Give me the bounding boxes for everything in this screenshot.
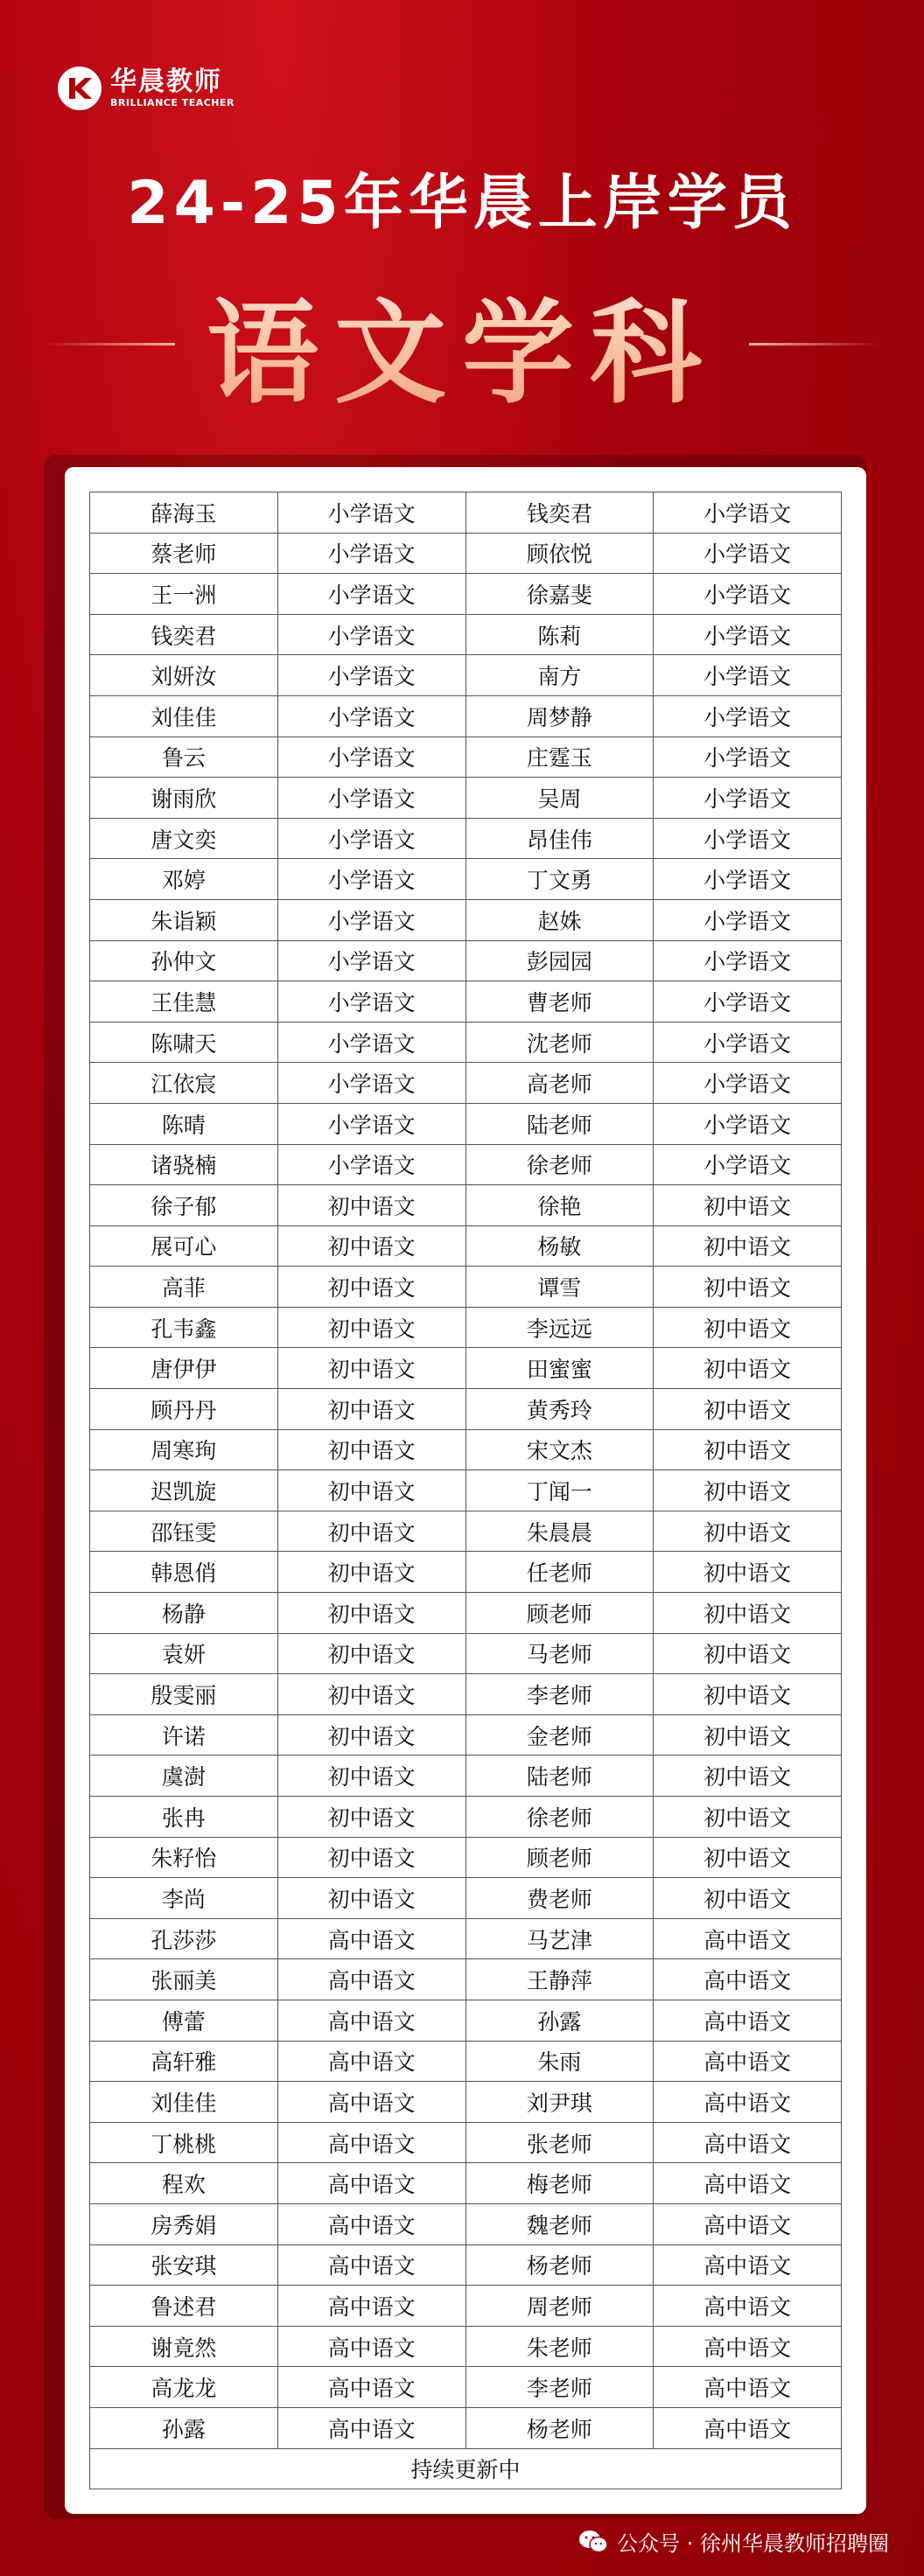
subject-cell: 高中语文 — [654, 2082, 842, 2123]
subject-cell: 高中语文 — [654, 1918, 842, 1959]
subject-cell: 初中语文 — [654, 1633, 842, 1674]
table-row — [90, 1714, 842, 1756]
name-cell: 陆老师 — [466, 1103, 654, 1144]
name-cell: 殷雯丽 — [90, 1674, 278, 1715]
subject-cell: 初中语文 — [654, 1389, 842, 1430]
subject-cell: 小学语文 — [654, 1063, 842, 1104]
name-cell: 张老师 — [466, 2122, 654, 2163]
name-cell: 朱诣颖 — [90, 899, 278, 940]
subject-cell: 初中语文 — [277, 1389, 466, 1430]
name-cell: 孙露 — [90, 2407, 278, 2448]
name-cell: 房秀娟 — [90, 2203, 278, 2244]
subject-cell: 初中语文 — [277, 1633, 466, 1674]
subject-cell: 初中语文 — [277, 1307, 466, 1348]
table-row — [90, 1103, 842, 1144]
table-row — [90, 1593, 842, 1634]
subject-cell: 初中语文 — [277, 1348, 466, 1389]
subject-cell: 初中语文 — [654, 1878, 842, 1919]
name-cell: 孔韦鑫 — [90, 1307, 278, 1348]
logo-name-en: BRILLIANCE TEACHER — [110, 97, 234, 108]
name-cell: 唐文奕 — [90, 818, 278, 859]
subject-cell: 小学语文 — [654, 940, 842, 981]
name-cell: 孔莎莎 — [90, 1918, 278, 1959]
name-cell: 徐艳 — [466, 1185, 654, 1226]
table-row — [90, 1389, 842, 1430]
footnote: 持续更新中 — [90, 2448, 842, 2489]
subject-cell: 高中语文 — [277, 1918, 466, 1959]
name-cell: 王一洲 — [90, 574, 278, 615]
subject-cell: 初中语文 — [654, 1674, 842, 1715]
table-row — [90, 1552, 842, 1593]
table-row — [90, 1348, 842, 1389]
subject-cell: 小学语文 — [654, 1022, 842, 1063]
subject-cell: 高中语文 — [277, 2082, 466, 2123]
subject-cell: 高中语文 — [654, 2122, 842, 2163]
table-row — [90, 1837, 842, 1878]
subject-cell: 初中语文 — [277, 1267, 466, 1308]
subject-cell: 高中语文 — [654, 2163, 842, 2204]
name-cell: 顾老师 — [466, 1593, 654, 1634]
name-cell: 黄秀玲 — [466, 1389, 654, 1430]
subject-cell: 高中语文 — [277, 2326, 466, 2367]
table-row — [90, 2122, 842, 2163]
name-cell: 庄霆玉 — [466, 736, 654, 778]
subject-cell: 小学语文 — [654, 655, 842, 696]
name-cell: 许诺 — [90, 1714, 278, 1756]
name-cell: 谢雨欣 — [90, 778, 278, 819]
subject-cell: 初中语文 — [654, 1470, 842, 1511]
subject-cell: 高中语文 — [277, 2163, 466, 2204]
table-row — [90, 818, 842, 859]
table-row — [90, 1633, 842, 1674]
name-cell: 鲁云 — [90, 736, 278, 778]
subject-cell: 高中语文 — [277, 2244, 466, 2286]
subject-cell: 小学语文 — [277, 859, 466, 900]
table-row — [90, 1225, 842, 1267]
name-cell: 高菲 — [90, 1267, 278, 1308]
subject-cell: 初中语文 — [654, 1307, 842, 1348]
name-cell: 钱奕君 — [90, 614, 278, 655]
table-row — [90, 1144, 842, 1185]
table-row — [90, 2326, 842, 2367]
subject-cell: 初中语文 — [654, 1756, 842, 1797]
subject-cell: 小学语文 — [654, 1144, 842, 1185]
table-row — [90, 940, 842, 981]
name-cell: 刘佳佳 — [90, 2082, 278, 2123]
name-cell: 唐伊伊 — [90, 1348, 278, 1389]
subject-cell: 初中语文 — [654, 1429, 842, 1470]
table-row — [90, 1063, 842, 1104]
table-row — [90, 1022, 842, 1063]
name-cell: 展可心 — [90, 1225, 278, 1267]
page-title: 24-25年华晨上岸学员 — [127, 169, 797, 238]
name-cell: 刘尹琪 — [466, 2082, 654, 2123]
name-cell: 马艺津 — [466, 1918, 654, 1959]
name-cell: 王静萍 — [466, 1959, 654, 2000]
subject-cell: 小学语文 — [654, 818, 842, 859]
table-row — [90, 2082, 842, 2123]
subject-cell: 小学语文 — [277, 940, 466, 981]
name-cell: 徐老师 — [466, 1797, 654, 1838]
subject-cell: 高中语文 — [654, 2326, 842, 2367]
subject-cell: 初中语文 — [654, 1348, 842, 1389]
table-row — [90, 1185, 842, 1226]
name-cell: 邓婷 — [90, 859, 278, 900]
name-cell: 高轩雅 — [90, 2041, 278, 2082]
name-cell: 李老师 — [466, 2367, 654, 2408]
table-row — [90, 1674, 842, 1715]
subject-cell: 小学语文 — [277, 1103, 466, 1144]
name-cell: 杨静 — [90, 1593, 278, 1634]
table-row — [90, 533, 842, 574]
subject-cell: 小学语文 — [654, 1103, 842, 1144]
table-row — [90, 2367, 842, 2408]
subject-cell: 高中语文 — [654, 2367, 842, 2408]
name-cell: 宋文杰 — [466, 1429, 654, 1470]
subject-cell: 初中语文 — [277, 1470, 466, 1511]
subject-cell: 高中语文 — [654, 2000, 842, 2041]
subject-cell: 小学语文 — [277, 655, 466, 696]
subject-cell: 初中语文 — [654, 1837, 842, 1878]
subject-cell: 初中语文 — [654, 1797, 842, 1838]
name-cell: 徐老师 — [466, 1144, 654, 1185]
subject-cell: 初中语文 — [654, 1552, 842, 1593]
name-cell: 沈老师 — [466, 1022, 654, 1063]
name-cell: 李尚 — [90, 1878, 278, 1919]
name-cell: 徐子郁 — [90, 1185, 278, 1226]
name-cell: 袁妍 — [90, 1633, 278, 1674]
subject-cell: 高中语文 — [654, 2407, 842, 2448]
subject-cell: 高中语文 — [277, 2041, 466, 2082]
logo-mark-icon — [58, 66, 102, 110]
name-cell: 谢竟然 — [90, 2326, 278, 2367]
subject-cell: 小学语文 — [654, 492, 842, 534]
name-cell: 朱老师 — [466, 2326, 654, 2367]
subject-cell: 小学语文 — [277, 492, 466, 534]
table-row — [90, 2286, 842, 2327]
table-row — [90, 695, 842, 736]
name-cell: 高老师 — [466, 1063, 654, 1104]
table-row — [90, 1307, 842, 1348]
name-cell: 顾老师 — [466, 1837, 654, 1878]
subject-cell: 小学语文 — [277, 778, 466, 819]
name-cell: 马老师 — [466, 1633, 654, 1674]
name-cell: 魏老师 — [466, 2203, 654, 2244]
table-row — [90, 492, 842, 534]
name-cell: 李老师 — [466, 1674, 654, 1715]
name-cell: 薛海玉 — [90, 492, 278, 534]
subject-cell: 小学语文 — [277, 614, 466, 655]
name-cell: 金老师 — [466, 1714, 654, 1756]
table-row — [90, 1878, 842, 1919]
subject-cell: 初中语文 — [654, 1225, 842, 1267]
table-row — [90, 899, 842, 940]
table-row — [90, 1756, 842, 1797]
table-row — [90, 2041, 842, 2082]
name-cell: 程欢 — [90, 2163, 278, 2204]
name-cell: 蔡老师 — [90, 533, 278, 574]
subject-cell: 小学语文 — [277, 981, 466, 1023]
name-cell: 费老师 — [466, 1878, 654, 1919]
subject-cell: 初中语文 — [277, 1185, 466, 1226]
roster-card — [65, 467, 866, 2514]
name-cell: 诸骁楠 — [90, 1144, 278, 1185]
subject-cell: 小学语文 — [277, 695, 466, 736]
subject-cell: 高中语文 — [654, 2203, 842, 2244]
name-cell: 丁桃桃 — [90, 2122, 278, 2163]
name-cell: 李远远 — [466, 1307, 654, 1348]
name-cell: 孙露 — [466, 2000, 654, 2041]
name-cell: 虞澍 — [90, 1756, 278, 1797]
subject-cell: 高中语文 — [277, 2122, 466, 2163]
subject-cell: 小学语文 — [654, 736, 842, 778]
table-row — [90, 1267, 842, 1308]
roster-table — [89, 492, 842, 2489]
name-cell: 彭园园 — [466, 940, 654, 981]
name-cell: 江依宸 — [90, 1063, 278, 1104]
table-row — [90, 2000, 842, 2041]
subject-cell: 初中语文 — [277, 1837, 466, 1878]
name-cell: 谭雪 — [466, 1267, 654, 1308]
name-cell: 丁闻一 — [466, 1470, 654, 1511]
subject-cell: 初中语文 — [277, 1714, 466, 1756]
table-row — [90, 859, 842, 900]
subject-cell: 高中语文 — [654, 1959, 842, 2000]
table-row — [90, 655, 842, 696]
name-cell: 张丽美 — [90, 1959, 278, 2000]
subject-cell: 高中语文 — [277, 2286, 466, 2327]
subject-cell: 小学语文 — [277, 1022, 466, 1063]
name-cell: 张冉 — [90, 1797, 278, 1838]
name-cell: 杨敏 — [466, 1225, 654, 1267]
subject-cell: 高中语文 — [277, 2407, 466, 2448]
subject-cell: 高中语文 — [277, 2367, 466, 2408]
subject-cell: 小学语文 — [277, 818, 466, 859]
subject-cell: 小学语文 — [277, 533, 466, 574]
subject-cell: 小学语文 — [277, 1063, 466, 1104]
name-cell: 任老师 — [466, 1552, 654, 1593]
name-cell: 刘妍汝 — [90, 655, 278, 696]
name-cell: 迟凯旋 — [90, 1470, 278, 1511]
subject-cell: 小学语文 — [277, 736, 466, 778]
name-cell: 杨老师 — [466, 2244, 654, 2286]
subject-cell: 小学语文 — [654, 695, 842, 736]
subject-cell: 小学语文 — [654, 614, 842, 655]
name-cell: 朱晨晨 — [466, 1511, 654, 1552]
subject-cell: 小学语文 — [654, 859, 842, 900]
subject-cell: 初中语文 — [654, 1185, 842, 1226]
subject-cell: 小学语文 — [654, 981, 842, 1023]
subject-cell: 初中语文 — [277, 1797, 466, 1838]
divider-left — [44, 343, 175, 346]
name-cell: 田蜜蜜 — [466, 1348, 654, 1389]
subject-cell: 小学语文 — [654, 574, 842, 615]
divider-right — [749, 343, 880, 346]
table-row — [90, 614, 842, 655]
subject-cell: 高中语文 — [654, 2041, 842, 2082]
subject-cell: 高中语文 — [654, 2244, 842, 2286]
subject-cell: 初中语文 — [654, 1267, 842, 1308]
name-cell: 顾依悦 — [466, 533, 654, 574]
subject-cell: 初中语文 — [654, 1593, 842, 1634]
name-cell: 陈莉 — [466, 614, 654, 655]
footer — [578, 2526, 889, 2557]
subject-cell: 初中语文 — [277, 1429, 466, 1470]
subject-cell: 小学语文 — [277, 899, 466, 940]
table-row — [90, 1511, 842, 1552]
table-row — [90, 1959, 842, 2000]
name-cell: 朱籽怡 — [90, 1837, 278, 1878]
table-row — [90, 2244, 842, 2286]
subject-cell: 高中语文 — [277, 1959, 466, 2000]
name-cell: 张安琪 — [90, 2244, 278, 2286]
table-row — [90, 1429, 842, 1470]
name-cell: 陈晴 — [90, 1103, 278, 1144]
subject-cell: 初中语文 — [654, 1714, 842, 1756]
table-row — [90, 1797, 842, 1838]
name-cell: 王佳慧 — [90, 981, 278, 1023]
table-row — [90, 2163, 842, 2204]
subject-cell: 初中语文 — [654, 1511, 842, 1552]
name-cell: 陈啸天 — [90, 1022, 278, 1063]
subject-cell: 小学语文 — [654, 899, 842, 940]
table-row — [90, 2203, 842, 2244]
name-cell: 鲁述君 — [90, 2286, 278, 2327]
subject-cell: 初中语文 — [277, 1878, 466, 1919]
wechat-icon — [578, 2530, 608, 2554]
name-cell: 昂佳伟 — [466, 818, 654, 859]
name-cell: 周老师 — [466, 2286, 654, 2327]
name-cell: 吴周 — [466, 778, 654, 819]
subject-title: 语文学科 — [206, 263, 718, 424]
subject-cell: 高中语文 — [277, 2000, 466, 2041]
name-cell: 杨老师 — [466, 2407, 654, 2448]
name-cell: 邵钰雯 — [90, 1511, 278, 1552]
name-cell: 陆老师 — [466, 1756, 654, 1797]
subject-cell: 初中语文 — [277, 1593, 466, 1634]
name-cell: 高龙龙 — [90, 2367, 278, 2408]
table-row — [90, 1918, 842, 1959]
subject-cell: 初中语文 — [277, 1225, 466, 1267]
subject-cell: 初中语文 — [277, 1674, 466, 1715]
table-row — [90, 574, 842, 615]
table-row — [90, 736, 842, 778]
subject-cell: 小学语文 — [277, 1144, 466, 1185]
name-cell: 顾丹丹 — [90, 1389, 278, 1430]
name-cell: 曹老师 — [466, 981, 654, 1023]
brand-logo — [58, 66, 234, 110]
table-row — [90, 2448, 842, 2489]
subject-cell: 小学语文 — [654, 533, 842, 574]
name-cell: 赵姝 — [466, 899, 654, 940]
table-row — [90, 981, 842, 1023]
subject-cell: 初中语文 — [277, 1552, 466, 1593]
subject-cell: 高中语文 — [654, 2286, 842, 2327]
name-cell: 周梦静 — [466, 695, 654, 736]
subject-cell: 初中语文 — [277, 1756, 466, 1797]
name-cell: 刘佳佳 — [90, 695, 278, 736]
subject-heading — [0, 278, 924, 419]
subject-cell: 小学语文 — [277, 574, 466, 615]
table-row — [90, 2407, 842, 2448]
name-cell: 丁文勇 — [466, 859, 654, 900]
name-cell: 朱雨 — [466, 2041, 654, 2082]
name-cell: 钱奕君 — [466, 492, 654, 534]
table-row — [90, 778, 842, 819]
footer-label: 公众号 · 徐州华晨教师招聘圈 — [617, 2531, 889, 2556]
name-cell: 南方 — [466, 655, 654, 696]
name-cell: 梅老师 — [466, 2163, 654, 2204]
subject-cell: 初中语文 — [277, 1511, 466, 1552]
name-cell: 韩恩俏 — [90, 1552, 278, 1593]
subject-cell: 小学语文 — [654, 778, 842, 819]
name-cell: 徐嘉斐 — [466, 574, 654, 615]
name-cell: 孙仲文 — [90, 940, 278, 981]
name-cell: 周寒珣 — [90, 1429, 278, 1470]
logo-name-cn: 华晨教师 — [110, 66, 222, 97]
table-row — [90, 1470, 842, 1511]
subject-cell: 高中语文 — [277, 2203, 466, 2244]
name-cell: 傅蕾 — [90, 2000, 278, 2041]
